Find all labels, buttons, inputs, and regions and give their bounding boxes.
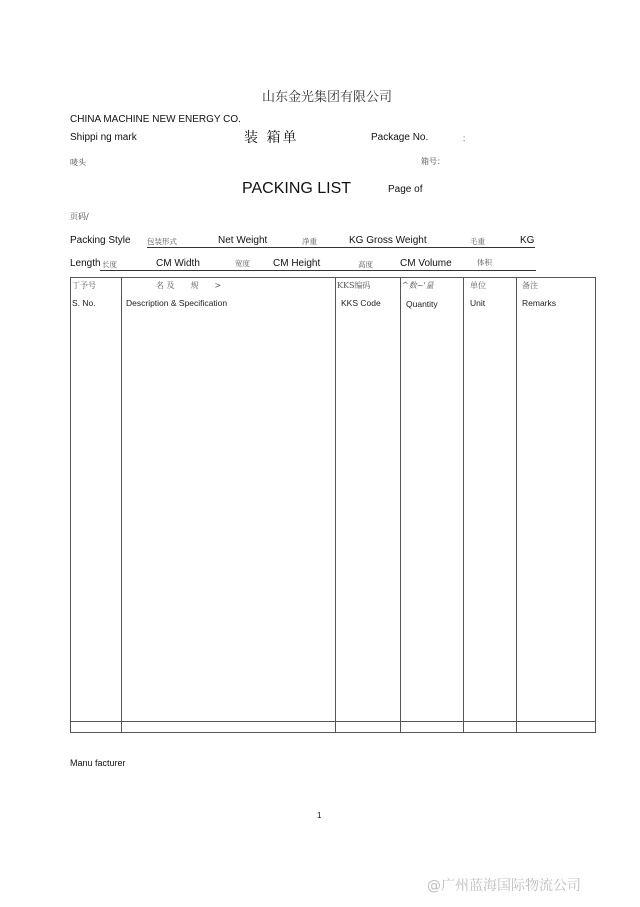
length-cn: 长度	[102, 260, 117, 269]
col-description-cn: 名 及 规 >	[156, 281, 222, 290]
box-no-cn: 箱号：	[421, 157, 445, 166]
body-cell-unit	[464, 722, 517, 733]
body-cell-quantity	[401, 722, 464, 733]
net-weight-label: Net Weight	[218, 235, 268, 246]
height-label: CM Height	[273, 258, 321, 269]
manufacturer-label: Manu facturer	[70, 758, 126, 768]
col-unit	[464, 278, 516, 318]
watermark: @广州蓝海国际物流公司	[427, 878, 581, 894]
col-serial-no-cn: 丁予号	[72, 281, 96, 290]
kg-unit: KG	[520, 235, 535, 246]
table-body-row	[71, 722, 596, 733]
body-cell-remarks	[517, 722, 596, 733]
shipping-mark-label: Shippi ng mark	[70, 132, 137, 143]
packing-list-title-cn: 装 箱单	[244, 130, 299, 146]
col-quantity	[401, 278, 463, 318]
col-quantity-en: Quantity	[406, 299, 438, 309]
gross-weight-cn: 毛重	[470, 237, 485, 246]
specs-row1-underline	[147, 247, 535, 248]
specs-row2-underline	[100, 270, 536, 271]
col-kks-code-en: KKS Code	[341, 298, 381, 308]
volume-cn: 体积	[477, 258, 492, 267]
col-kks-code-cn: KKS编码	[337, 281, 371, 290]
page-of-label: Page of	[388, 184, 423, 195]
page-label-cn: 页码/	[70, 212, 89, 221]
col-description	[122, 278, 335, 318]
packing-style-label: Packing Style	[70, 235, 131, 246]
page-number: 1	[317, 811, 322, 820]
height-cn: 高度	[358, 260, 373, 269]
col-remarks-en: Remarks	[522, 298, 557, 308]
length-label: Length	[70, 258, 101, 269]
document-title: PACKING LIST	[242, 180, 352, 197]
company-name-en: CHINA MACHINE NEW ENERGY CO.	[70, 114, 241, 125]
col-serial-no	[71, 278, 121, 318]
col-remarks	[517, 278, 595, 318]
shipping-mark-cn: 唛头	[70, 158, 86, 167]
col-quantity-cn: ^数~'量	[402, 281, 434, 290]
col-kks-code	[336, 278, 400, 318]
packing-table	[70, 277, 596, 733]
col-description-en: Description & Specification	[126, 298, 228, 308]
col-remarks-cn: 备注	[522, 281, 538, 290]
package-no-colon: :	[463, 134, 466, 143]
company-name-cn: 山东金光集团有限公司	[262, 90, 393, 105]
packing-style-cn: 包装形式	[147, 237, 177, 246]
volume-label: CM Volume	[400, 258, 452, 269]
body-cell-kks	[336, 722, 401, 733]
package-no-label: Package No.	[371, 132, 429, 143]
col-unit-cn: 单位	[470, 281, 486, 290]
table-header-row	[71, 278, 596, 722]
body-cell-description	[122, 722, 336, 733]
width-label: CM Width	[156, 258, 200, 269]
net-weight-cn: 净重	[302, 237, 317, 246]
width-cn: 宽度	[235, 259, 250, 268]
body-cell-serial	[71, 722, 122, 733]
col-unit-en: Unit	[470, 298, 486, 308]
col-serial-no-en: S. No.	[72, 298, 96, 308]
gross-weight-label: KG Gross Weight	[349, 235, 427, 246]
